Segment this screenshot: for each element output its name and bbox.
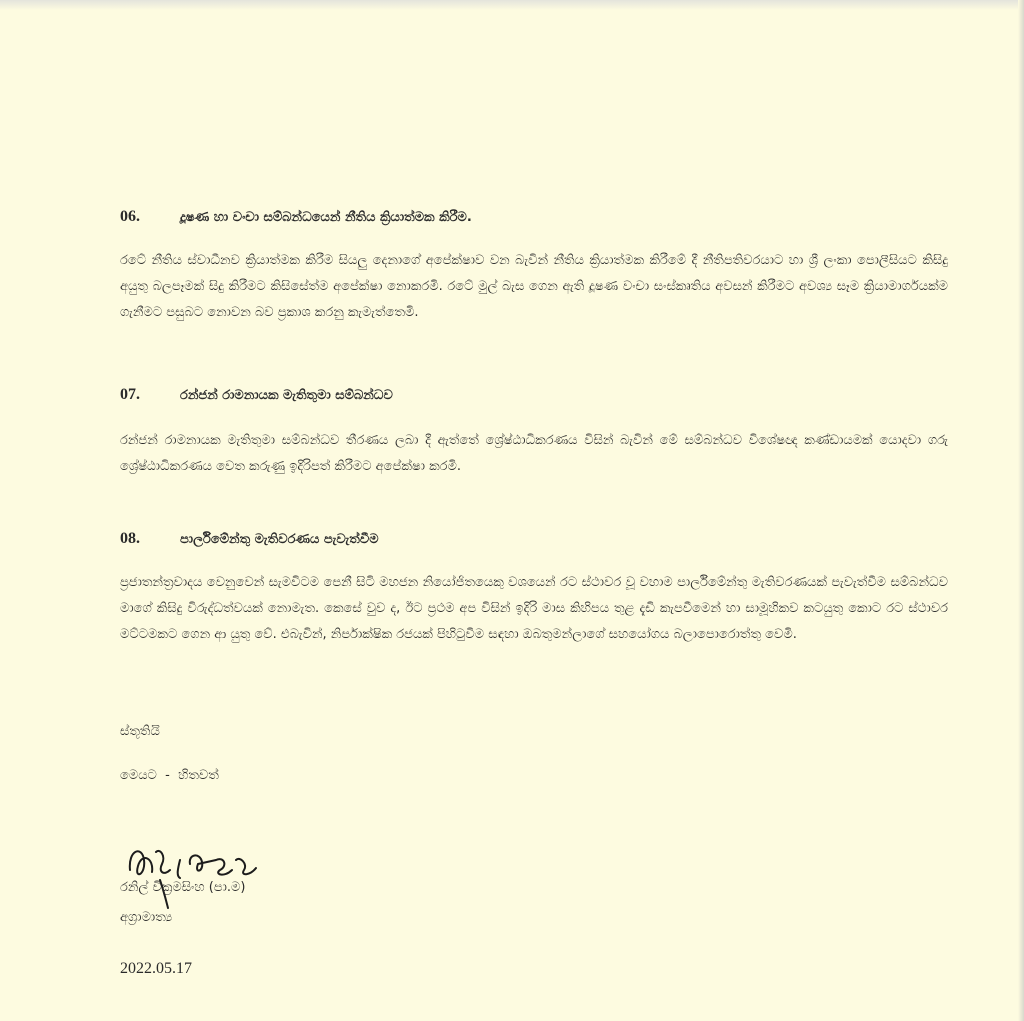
section-title: පාර්ලිමේන්තු මැතිවරණය පැවැත්වීම bbox=[180, 532, 379, 547]
section-08-paragraph: ප්‍රජාතන්ත්‍රවාදය වෙනුවෙන් සැමවිටම පෙනී සිටි මහජන නියෝජිතයෙකු වශයෙන් රට ස්ථාවර වූ වහාම පාර්ලිමේන්තු මැතිවරණයක් පැවැත්වීම සම්බන්ධව මාගේ කිසිදු විරුද්ධත්වයක් නොමැත. කෙසේ වුව ද, ඊට ප්‍රථම අප විසින් ඉදිරි මාස කිහිපය තුළ දැඩි කැපවීමෙන් හා සාමූහිකව කටයුතු කොට රට ස්ථාවර මට්ටමකට ගෙන ආ යුතු වේ. එබැවින්, නිර්පාක්ෂික රජයක් පිහිටුවීම සඳහා ඔබතුමන්ලාගේ සහයෝගය බලාපොරොත්තු වෙමි. bbox=[120, 575, 948, 642]
section-number: 07. bbox=[120, 386, 140, 403]
closing-thanks: ස්තූතියි bbox=[120, 724, 160, 739]
section-title: රන්ජන් රාමනායක මැතිතුමා සම්බන්ධව bbox=[180, 388, 393, 403]
section-number: 06. bbox=[120, 208, 140, 225]
section-06-heading bbox=[120, 208, 980, 226]
section-07-heading bbox=[120, 386, 980, 404]
section-title: දූෂණ හා වංචා සම්බන්ධයෙන් නීතිය ක්‍රියාත්මක කිරීම. bbox=[180, 210, 472, 225]
handwritten-signature bbox=[120, 830, 290, 910]
signatory-title: අග්‍රාමාත්‍ය bbox=[120, 910, 173, 925]
closing-regards: මෙයට - හිතවත් bbox=[120, 768, 219, 783]
section-06-paragraph: රටේ නීතිය ස්වාධීනව ක්‍රියාත්මක කිරීම සියලු දෙනාගේ අපේක්ෂාව වන බැවින් නීතිය ක්‍රියාත්මක කිරීමේ දී නීතිපතිවරයාට හා ශ්‍රී ලංකා පොලීසියට කිසිදු අයුතු බලපෑමක් සිදු කිරීමට කිසිසේත්ම අපේක්ෂා නොකරමි. රටේ මුල් බැස ගෙන ඇති දූෂණ වංචා සංස්කෘතිය අවසන් කිරීමට අවශ්‍ය සෑම ක්‍රියාමාර්ගයක්ම ගැනීමට පසුබට නොවන බව ප්‍රකාශ කරනු කැමැත්තෙමි. bbox=[120, 253, 948, 320]
section-07-paragraph: රන්ජන් රාමනායක මැතිතුමා සම්බන්ධව තීරණය ලබා දී ඇත්තේ ශ්‍රේෂ්ඨාධිකරණය විසින් බැවින් මේ සම්බන්ධව විශේෂඥ කණ්ඩායමක් යොදවා ගරු ශ්‍රේෂ්ඨාධිකරණය වෙත කරුණු ඉදිරිපත් කිරීමට අපේක්ෂා කරමි. bbox=[120, 433, 948, 474]
section-number: 08. bbox=[120, 530, 140, 547]
signatory-name: රනිල් වික්‍රමසිංහ (පා.ම) bbox=[120, 880, 246, 895]
section-08-heading bbox=[120, 530, 980, 548]
letter-date: 2022.05.17 bbox=[120, 960, 192, 977]
